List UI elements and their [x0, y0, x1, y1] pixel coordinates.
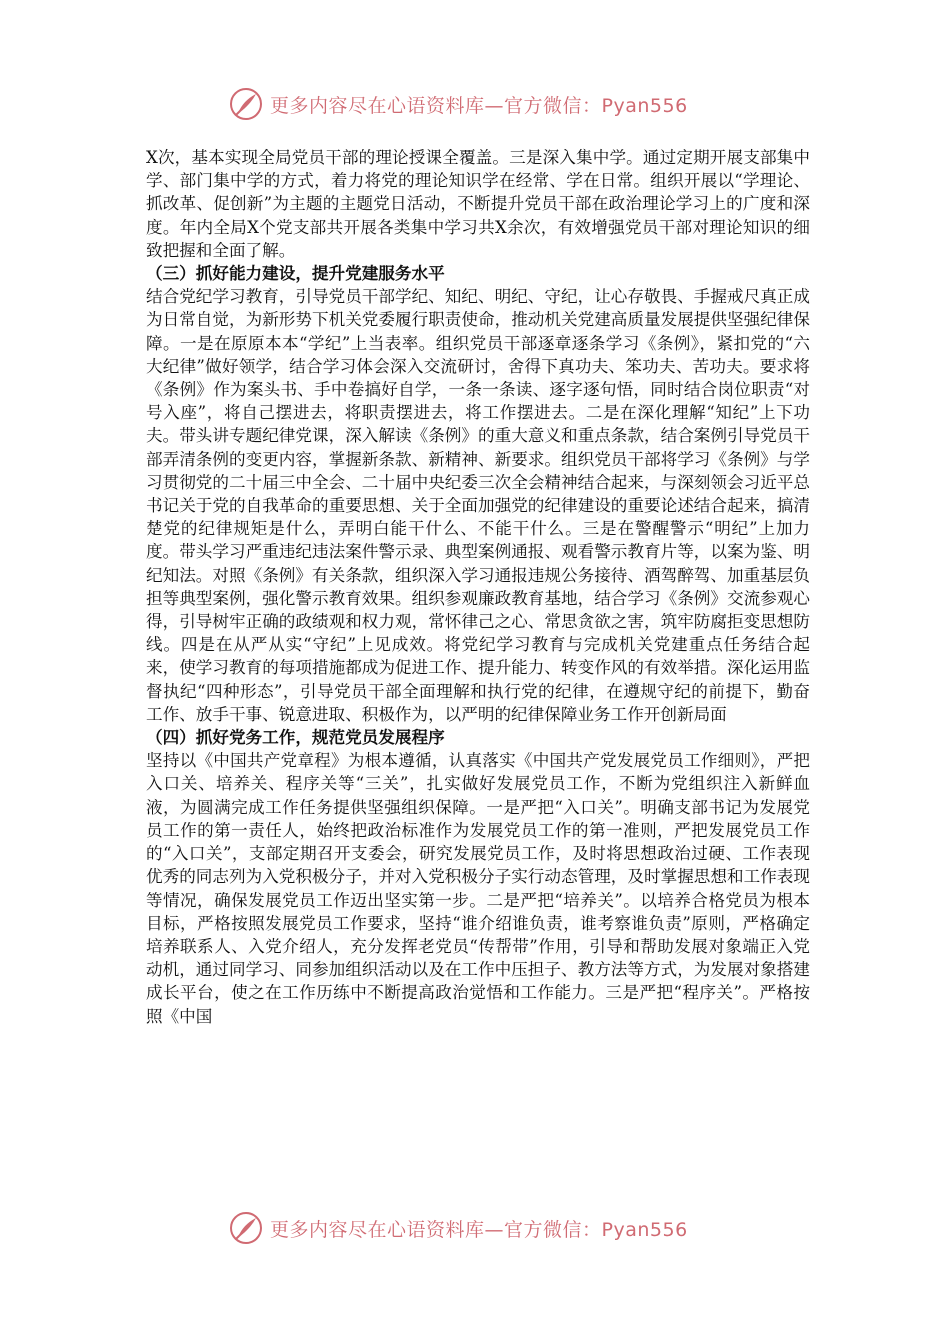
feather-seal-icon	[228, 1210, 264, 1246]
section-heading-4: （四）抓好党务工作，规范党员发展程序	[146, 727, 445, 748]
watermark-text: 更多内容尽在心语资料库—官方微信：Pyan556	[270, 94, 688, 117]
paragraph-party-member-development: 坚持以《中国共产党章程》为根本遵循，认真落实《中国共产党发展党员工作细则》，严把入口关、培养关、程序关等“三关”，扎实做好发展党员工作，不断为党组织注入新鲜血液，为圆满完成工作任务提供坚强组织保障。一是严把“入口关”。明确支部书记为发展党员工作的第一责任人，始终把政治标准作为发展党员工作的第一准则，严把发展党员工作的“入口关”，支部定期召开支委会，研究发展党员工作，及时将思想政治过硬、工作表现优秀的同志列为入党积极分子，并对入党积极分子实行动态管理，及时掌握思想和工作表现等情况，确保发展党员工作迈出坚实第一步。二是严把“培养关”。以培养合格党员为根本目标，严格按照发展党员工作要求，坚持“谁介绍谁负责，谁考察谁负责”原则，严格确定培养联系人、入党介绍人，充分发挥老党员“传帮带”作用，引导和帮助发展对象端正入党动机，通过同学习、同参加组织活动以及在工作中压担子、教方法等方式，为发展对象搭建成长平台，使之在工作历练中不断提高政治觉悟和工作能力。三是严把“程序关”。严格按照《中国	[146, 751, 810, 1026]
footer-watermark-banner	[228, 1208, 728, 1248]
paragraph-discipline-education: 结合党纪学习教育，引导党员干部学纪、知纪、明纪、守纪，让心存敬畏、手握戒尺真正成为日常自觉，为新形势下机关党委履行职责使命，推动机关党建高质量发展提供坚强纪律保障。一是在原原本本“学纪”上当表率。组织党员干部逐章逐条学习《条例》，紧扣党的“六大纪律”做好领学，结合学习体会深入交流研讨，舍得下真功夫、笨功夫、苦功夫。要求将《条例》作为案头书、手中卷搞好自学，一条一条读、逐字逐句悟，同时结合岗位职责“对号入座”，将自己摆进去，将职责摆进去，将工作摆进去。二是在深化理解“知纪”上下功夫。带头讲专题纪律党课，深入解读《条例》的重大意义和重点条款，结合案例引导党员干部弄清条例的变更内容，掌握新条款、新精神、新要求。组织党员干部将学习《条例》与学习贯彻党的二十届三中全会、二十届中央纪委三次全会精神结合起来，与深刻领会习近平总书记关于党的自我革命的重要思想、关于全面加强党的纪律建设的重要论述结合起来，搞清楚党的纪律规矩是什么，弄明白能干什么、不能干什么。三是在警醒警示“明纪”上加力度。带头学习严重违纪违法案件警示录、典型案例通报、观看警示教育片等，以案为鉴、明纪知法。对照《条例》有关条款，组织深入学习通报违规公务接待、酒驾醉驾、加重基层负担等典型案例，强化警示教育效果。组织参观廉政教育基地，结合学习《条例》交流参观心得，引导树牢正确的政绩观和权力观，常怀律己之心、常思贪欲之害，筑牢防腐拒变思想防线。四是在从严从实“守纪”上见成效。将党纪学习教育与完成机关党建重点任务结合起来，使学习教育的每项措施都成为促进工作、提升能力、转变作风的有效举措。深化运用监督执纪“四种形态”，引导党员干部全面理解和执行党的纪律，在遵规守纪的前提下，勤奋工作、放手干事、锐意进取、积极作为，以严明的纪律保障业务工作开创新局面	[146, 287, 810, 724]
document-body	[146, 146, 810, 1028]
header-watermark-banner	[228, 84, 728, 124]
paragraph-theory-study: X次，基本实现全局党员干部的理论授课全覆盖。三是深入集中学。通过定期开展支部集中学、部门集中学的方式，着力将党的理论知识学在经常、学在日常。组织开展以“学理论、抓改革、促创新”为主题的主题党日活动，不断提升党员干部在政治理论学习上的广度和深度。年内全局X个党支部共开展各类集中学习共X余次，有效增强党员干部对理论知识的细致把握和全面了解。	[146, 148, 810, 260]
feather-seal-icon	[228, 86, 264, 122]
watermark-text: 更多内容尽在心语资料库—官方微信：Pyan556	[270, 1218, 688, 1241]
section-heading-3: （三）抓好能力建设，提升党建服务水平	[146, 263, 445, 284]
